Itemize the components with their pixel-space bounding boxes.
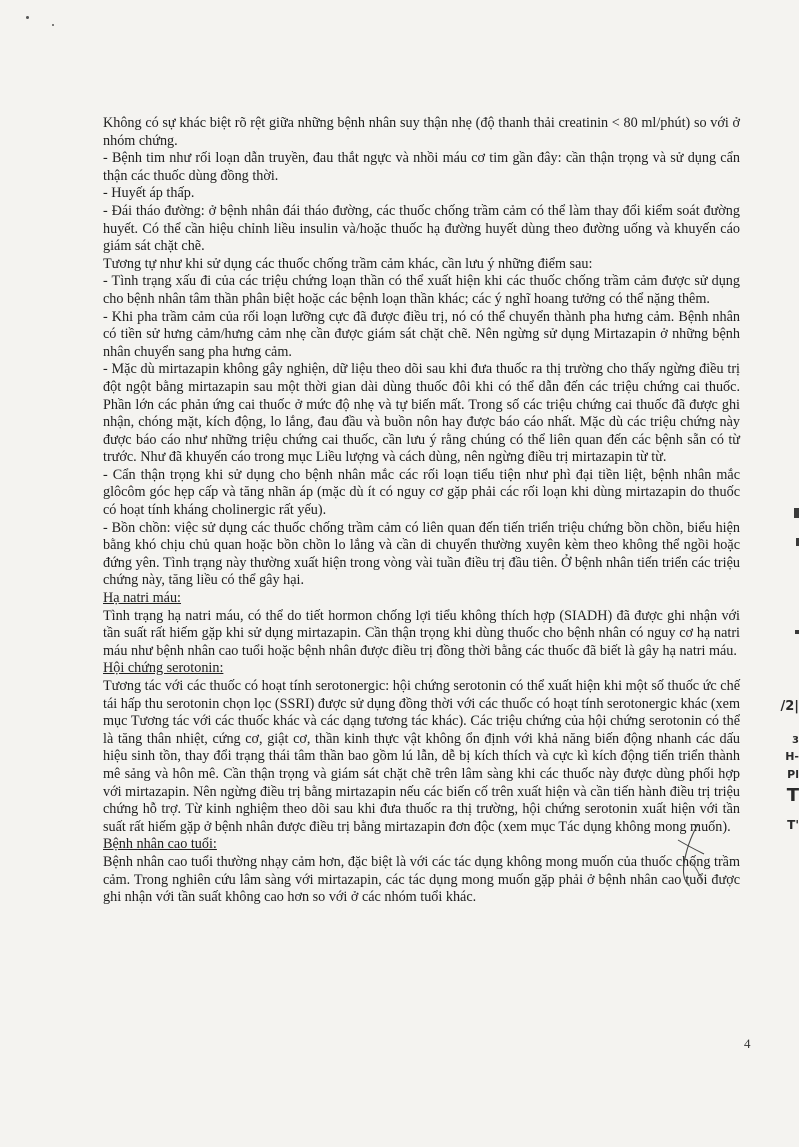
paragraph: - Khi pha trầm cảm của rối loạn lưỡng cực đã được điều trị, nó có thể chuyển thành pha hưng cảm. Bệnh nhân có tiền sử hưng cảm/hưng cảm nhẹ cần được giám sát chặt chẽ. Nên ngừng sử dụng Mirtazapin ở những bệnh nhân chuyển sang pha hưng cảm.: [103, 308, 740, 360]
edge-label: T': [787, 818, 799, 832]
edge-label: Pl: [787, 768, 799, 781]
paragraph: Tương tự như khi sử dụng các thuốc chống trầm cảm khác, cần lưu ý những điểm sau:: [103, 255, 593, 272]
edge-label: H-: [785, 750, 799, 763]
paragraph: - Đái tháo đường: ở bệnh nhân đái tháo đường, các thuốc chống trầm cảm có thể làm thay đổi kiểm soát đường huyết. Có thể cần hiệu chỉnh liều insulin và/hoặc thuốc hạ đường huyết dùng theo đường uống và khuyến cáo giám sát chặt chẽ.: [103, 202, 740, 255]
paragraph: Tình trạng hạ natri máu, có thể do tiết hormon chống lợi tiểu không thích hợp (SIADH) đã được ghi nhận với tần suất rất hiếm gặp khi sử dụng mirtazapin. Cần thận trọng khi dùng thuốc cho bệnh nhân có nguy cơ hạ natri máu như bệnh nhân cao tuổi hoặc bệnh nhân được điều trị đồng thời bằng các thuốc đã biết là gây hạ natri máu.: [103, 607, 740, 659]
scan-dot: [52, 24, 54, 26]
paragraph: - Mặc dù mirtazapin không gây nghiện, dữ liệu theo dõi sau khi đưa thuốc ra thị trường cho thấy ngừng điều trị đột ngột bằng mirtazapin sau một thời gian dài dùng thuốc đôi khi có thể dẫn đến các triệu chứng cai thuốc. Phần lớn các phản ứng cai thuốc ở mức độ nhẹ và tự biến mất. Trong số các triệu chứng cai thuốc đã được ghi nhận, chóng mặt, kích động, lo lắng, đau đầu và buồn nôn hay được báo cáo nhất. Mặc dù các triệu chứng này được báo cáo như những triệu chứng cai thuốc, cần lưu ý rằng chúng có thể liên quan đến các bệnh sẵn có từ trước. Như đã khuyến cáo trong mục Liều lượng và cách dùng, nên ngừng điều trị mirtazapin từ từ.: [103, 361, 740, 466]
edge-label: T: [786, 785, 799, 806]
section-heading: Bệnh nhân cao tuổi:: [103, 836, 217, 853]
paragraph: Bệnh nhân cao tuổi thường nhạy cảm hơn, đặc biệt là với các tác dụng không mong muốn của thuốc chống trầm cảm. Trong nghiên cứu lâm sàng với mirtazapin, các tác dụng mong muốn gặp phải ở bệnh nhân cao tuổi được ghi nhận với tần suất không cao hơn so với ở các nhóm tuổi khác.: [103, 853, 740, 906]
edge-label: /2|: [780, 699, 799, 714]
section-heading: Hạ natri máu:: [103, 590, 182, 607]
paragraph: - Cẩn thận trọng khi sử dụng cho bệnh nhân mắc các rối loạn tiểu tiện như phì đại tiền liệt, bệnh nhân mắc glôcôm góc hẹp cấp và tăng nhãn áp (mặc dù ít có nguy cơ gặp phải các rối loạn khi dùng mirtazapin do thuốc có hoạt tính kháng cholinergic rất yếu).: [103, 466, 740, 519]
edge-mark: [795, 630, 799, 634]
edge-mark: [794, 508, 799, 518]
paragraph: - Bệnh tim như rối loạn dẫn truyền, đau thắt ngực và nhồi máu cơ tim gần đây: cần thận trọng và sử dụng cẩn thận các thuốc dùng đồng thời.: [103, 150, 740, 184]
paragraph: - Huyết áp thấp.: [103, 185, 195, 202]
handwritten-mark: [660, 820, 720, 890]
paragraph: - Bồn chồn: việc sử dụng các thuốc chống trầm cảm có liên quan đến tiến triển triệu chứng bồn chồn, biểu hiện bằng khó chịu chủ quan hoặc bồn chồn lo lắng và cần di chuyển thường xuyên kèm theo không thể ngồi hoặc đứng yên. Tình trạng này thường xuất hiện trong vòng vài tuần điều trị đầu tiên. Ở bệnh nhân tiến triển các triệu chứng này, tăng liều có thể gây hại.: [103, 519, 740, 589]
paragraph: Tương tác với các thuốc có hoạt tính serotonergic: hội chứng serotonin có thể xuất hiện khi một số thuốc ức chế tái hấp thu serotonin chọn lọc (SSRI) được sử dụng đồng thời với các thuốc có hoạt tính serotonergic khác (xem mục Tương tác với các thuốc khác và các dạng tương tác khác). Các triệu chứng của hội chứng serotonin có thể là tăng thân nhiệt, cứng cơ, giật cơ, thần kinh thực vật không ổn định với khả năng biến động nhanh các dấu hiệu sinh tồn, thay đổi trạng thái tâm thần bao gồm lú lẫn, dễ bị kích thích và cực kì kích động tiến triển thành mê sảng và hôn mê. Cần thận trọng và giám sát chặt chẽ trên lâm sàng khi các thuốc này được dùng phối hợp với mirtazapin. Nên ngừng điều trị bằng mirtazapin nếu các biến cố trên xuất hiện và cần tiến hành điều trị triệu chứng hỗ trợ. Từ kinh nghiệm theo dõi sau khi đưa thuốc ra thị trường, hội chứng serotonin xuất hiện với tần suất rất hiếm gặp ở bệnh nhân được điều trị bằng mirtazapin đơn độc (xem mục Tác dụng không mong muốn).: [103, 678, 740, 835]
paragraph: Không có sự khác biệt rõ rệt giữa những bệnh nhân suy thận nhẹ (độ thanh thải creatinin < 80 ml/phút) so với ở nhóm chứng.: [103, 115, 740, 149]
section-heading: Hội chứng serotonin:: [103, 660, 224, 677]
edge-label: 3: [792, 735, 799, 746]
paragraph: - Tình trạng xấu đi của các triệu chứng loạn thần có thể xuất hiện khi các thuốc chống trầm cảm được sử dụng cho bệnh nhân tâm thần phân biệt hoặc các bệnh loạn thần khác; các ý nghĩ hoang tưởng có thể nặng thêm.: [103, 273, 740, 307]
page-number: 4: [744, 1036, 751, 1051]
scan-dot: [26, 16, 29, 19]
document-body: [103, 115, 740, 907]
